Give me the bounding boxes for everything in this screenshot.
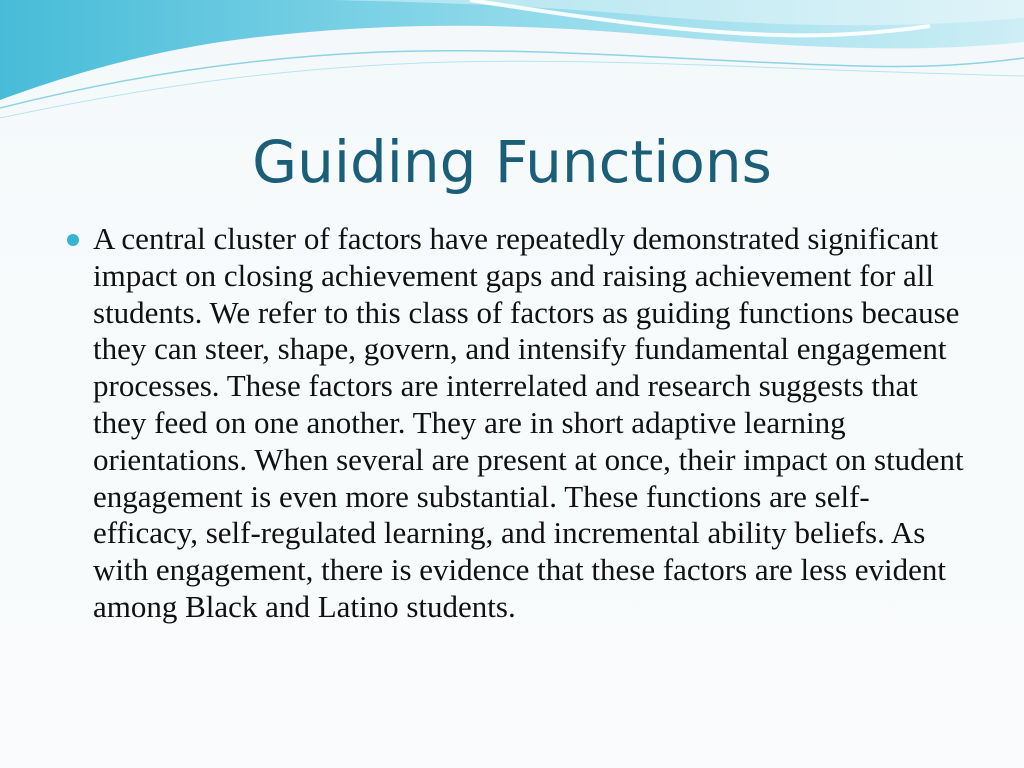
bullet-dot-icon — [67, 234, 79, 246]
decorative-wave-banner — [0, 0, 1024, 130]
wave-line-1 — [0, 51, 1024, 108]
bullet-item — [64, 221, 964, 626]
bullet-text: A central cluster of factors have repeatedly demonstrated significant impact on closing achievement gaps and raising achievement for all students. We refer to this class of factors as guiding functions because they can steer, shape, govern, and intensify fundamental engagement processes. These factors are interrelated and research suggests that they feed on one another. They are in short adaptive learning orientations. When several are present at once, their impact on student engagement is even more substantial. These functions are self-efficacy, self-regulated learning, and incremental ability beliefs. As with engagement, there is evidence that these factors are less evident among Black and Latino students. — [93, 221, 964, 624]
slide-content — [64, 221, 964, 626]
slide-title: Guiding Functions — [252, 128, 772, 196]
wave-line-2 — [0, 61, 1024, 118]
